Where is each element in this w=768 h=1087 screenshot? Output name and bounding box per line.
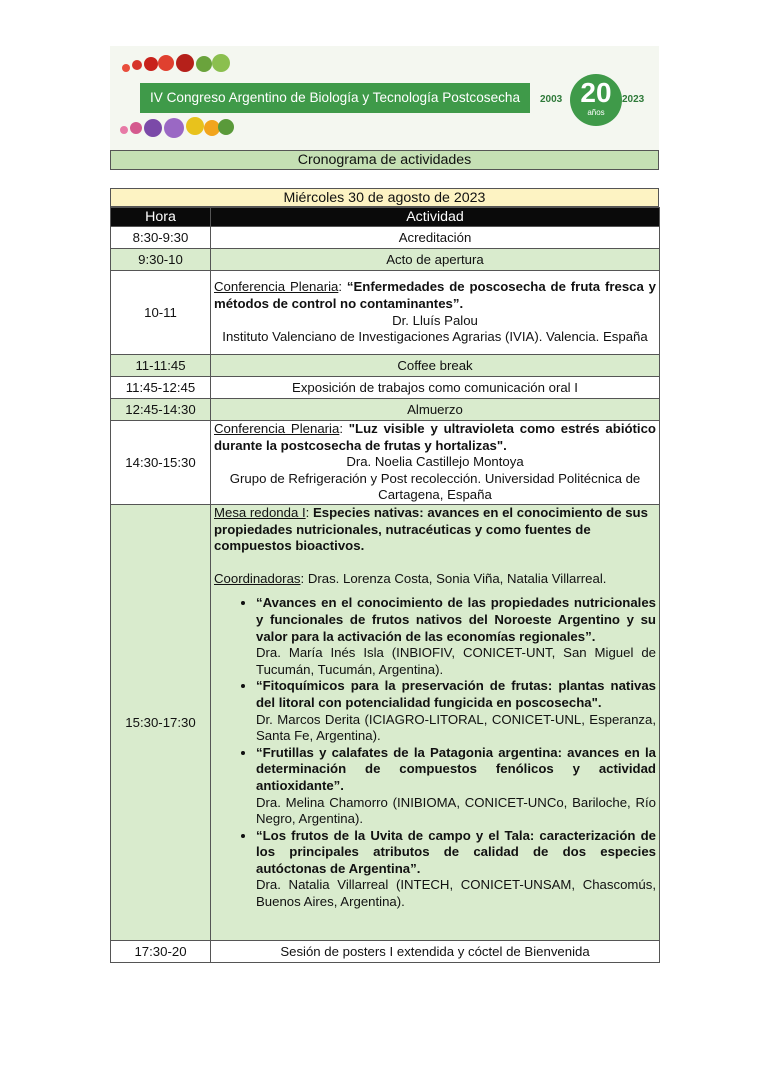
- talk-speaker: Dra. Natalia Villarreal (INTECH, CONICET-UNSAM, Chascomús, Buenos Aires, Argentina).: [256, 877, 656, 910]
- produce-image-bottom: [118, 116, 238, 144]
- talk-title: • “Frutillas y calafates de la Patagonia argentina: avances en la determinación de compuestos fenólicos y actividad antioxidante”.: [256, 744, 656, 793]
- plenary-conference-1: Conferencia Plenaria: “Enfermedades de poscosecha de fruta fresca y métodos de control no contaminantes”. Dr. Lluís Palou Instituto Valenciano de Investigaciones Agrarias (IVIA). Valencia. España: [211, 271, 660, 355]
- session-type-label: Conferencia Plenaria: [214, 421, 340, 437]
- round-table-1: Mesa redonda I: Especies nativas: avances en el conocimiento de sus propiedades nutricionales, nutracéuticas y como fuentes de compuestos bioactivos. Coordinadoras: Dras. Lorenza Costa, Sonia Viña, Natalia Villarreal. • “Avances en el conocimiento de las propiedades nutricionales y funcionales de frutos nativos del Noroeste Argentino y su valor para la activación de las economías regionales”. Dra. María Inés Isla (INBIOFIV, CONICET-UNT, San Miguel de Tucumán, Tucumán, Argentina). • “Fitoquímicos para la preservación de frutas: plantas nativas del litoral con potencialidad fungicida en poscosecha". Dr. Marcos Derita (ICIAGRO-LITORAL, CONICET-UNL, Esperanza, Santa Fe, Argentina). • “Frutillas y calafates de la Patagonia argentina: avances en la determinación de compuestos fenólicos y actividad antioxidante”. Dra. Melina Chamorro (INIBIOMA, CONICET-UNCo, Bariloche, Río Negro, Argentina). • “Los frutos de la Uvita de campo y el Tala: caracterización de los principales atributos de calidad de dos especies autóctonas de Argentina”. Dra. Natalia Villarreal (INTECH, CONICET-UNSAM, Chascomús, Buenos Aires, Argentina).: [211, 505, 660, 941]
- coordinators-names: Dras. Lorenza Costa, Sonia Viña, Natalia Villarreal.: [307, 570, 607, 586]
- table-row: [111, 941, 660, 963]
- session-type-label: Conferencia Plenaria: [214, 279, 339, 295]
- list-item: [256, 828, 656, 911]
- table-row: [111, 377, 660, 399]
- row-hour: 14:30-15:30: [111, 421, 211, 505]
- row-hour: 12:45-14:30: [111, 399, 211, 421]
- conference-title: “Enfermedades de poscosecha de fruta fresca y métodos de control no contaminantes”.: [214, 279, 657, 311]
- column-header-activity: Actividad: [211, 208, 660, 227]
- list-item: [256, 745, 656, 828]
- row-hour: 10-11: [111, 271, 211, 355]
- speaker-name: Dra. Noelia Castillejo Montoya: [346, 454, 524, 470]
- table-row: [111, 271, 660, 355]
- section-title: Cronograma de actividades: [110, 150, 659, 170]
- anniversary-badge: [570, 74, 622, 126]
- day-title: Miércoles 30 de agosto de 2023: [110, 188, 659, 207]
- row-activity: Exposición de trabajos como comunicación oral I: [211, 377, 660, 399]
- row-hour: 8:30-9:30: [111, 227, 211, 249]
- speaker-affiliation: Grupo de Refrigeración y Post recolección. Universidad Politécnica de Cartagena, España: [229, 470, 641, 503]
- table-header-row: [111, 208, 660, 227]
- session-type-label: Mesa redonda I: [214, 505, 306, 520]
- congress-banner: [110, 46, 659, 150]
- row-hour: 9:30-10: [111, 249, 211, 271]
- coordinators-label: Coordinadoras: [214, 570, 301, 586]
- row-hour: 15:30-17:30: [111, 505, 211, 941]
- column-header-hour: Hora: [111, 208, 211, 227]
- row-activity: Almuerzo: [211, 399, 660, 421]
- talk-speaker: Dra. Melina Chamorro (INIBIOMA, CONICET-UNCo, Bariloche, Río Negro, Argentina).: [256, 794, 656, 827]
- table-row: [111, 355, 660, 377]
- talk-title: • “Fitoquímicos para la preservación de frutas: plantas nativas del litoral con potencialidad fungicida en poscosecha".: [256, 678, 656, 710]
- row-activity: Acreditación: [211, 227, 660, 249]
- row-hour: 17:30-20: [111, 941, 211, 963]
- talk-speaker: Dra. María Inés Isla (INBIOFIV, CONICET-UNT, San Miguel de Tucumán, Tucumán, Argentina).: [256, 645, 656, 677]
- talk-speaker: Dr. Marcos Derita (ICIAGRO-LITORAL, CONICET-UNL, Esperanza, Santa Fe, Argentina).: [256, 711, 656, 744]
- table-row: [111, 227, 660, 249]
- schedule-table: [110, 207, 660, 963]
- talk-title: • “Avances en el conocimiento de las propiedades nutricionales y funcionales de frutos nativos del Noroeste Argentino y su valor para la activación de las economías regionales”.: [256, 595, 656, 644]
- anniversary-start-year: 2003: [540, 94, 563, 105]
- table-row: [111, 505, 660, 941]
- list-item: [256, 678, 656, 744]
- congress-title: IV Congreso Argentino de Biología y Tecnología Postcosecha: [140, 83, 530, 113]
- plenary-conference-2: Conferencia Plenaria: "Luz visible y ultravioleta como estrés abiótico durante la postcosecha de frutas y hortalizas". Dra. Noelia Castillejo Montoya Grupo de Refrigeración y Post recolección. Universidad Politécnica de Cartagena, España: [211, 421, 660, 505]
- conference-title: "Luz visible y ultravioleta como estrés abiótico durante la postcosecha de frutas y hortalizas".: [214, 421, 656, 453]
- talks-list: [214, 595, 656, 910]
- list-item: [256, 595, 656, 678]
- row-activity: Sesión de posters I extendida y cóctel de Bienvenida: [211, 941, 660, 963]
- anniversary-logo: [538, 68, 656, 132]
- table-row: [111, 399, 660, 421]
- table-row: [111, 421, 660, 505]
- row-hour: 11-11:45: [111, 355, 211, 377]
- speaker-affiliation: Instituto Valenciano de Investigaciones Agrarias (IVIA). Valencia. España: [222, 329, 648, 345]
- row-activity: Acto de apertura: [211, 249, 660, 271]
- talk-title: • “Los frutos de la Uvita de campo y el Tala: caracterización de los principales atributos de calidad de dos especies autóctonas de Argentina”.: [256, 827, 656, 876]
- row-hour: 11:45-12:45: [111, 377, 211, 399]
- table-row: [111, 249, 660, 271]
- round-table-title: Especies nativas: avances en el conocimiento de sus propiedades nutricionales, nutracéuticas y como fuentes de compuestos bioactivos.: [214, 505, 648, 554]
- anniversary-label: años: [587, 108, 605, 117]
- produce-image-top: [118, 52, 238, 80]
- anniversary-end-year: 2023: [622, 94, 645, 105]
- speaker-name: Dr. Lluís Palou: [392, 312, 478, 328]
- row-activity: Coffee break: [211, 355, 660, 377]
- anniversary-number: 20: [580, 77, 612, 108]
